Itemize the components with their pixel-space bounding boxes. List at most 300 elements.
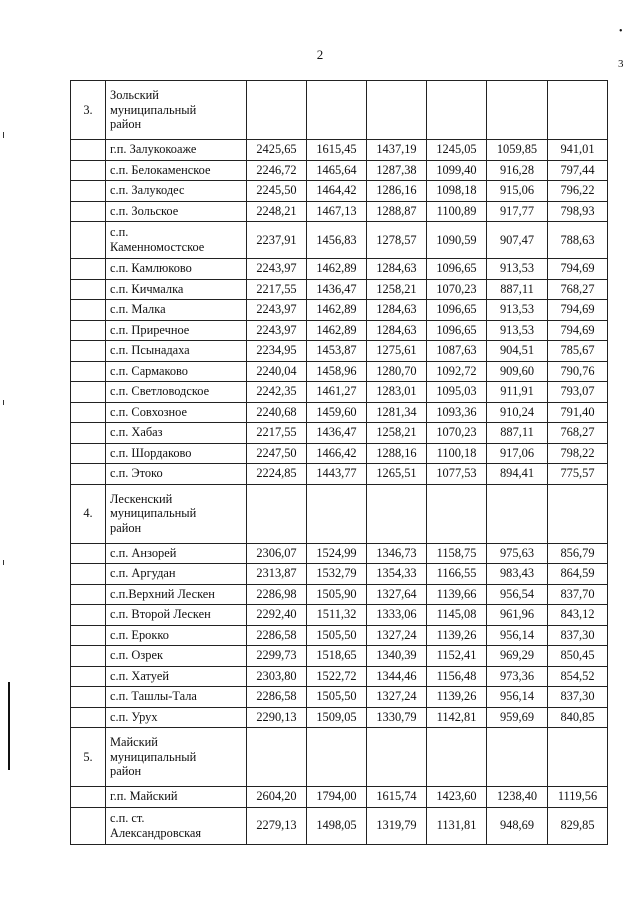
row-number-cell (71, 341, 106, 362)
value-cell: 1505,50 (307, 687, 367, 708)
value-cell: 798,22 (548, 443, 608, 464)
value-cell: 1093,36 (427, 402, 487, 423)
settlement-row (71, 787, 608, 808)
settlement-name (106, 160, 247, 181)
row-number-cell (71, 279, 106, 300)
value-cell: 959,69 (487, 707, 548, 728)
settlement-row (71, 707, 608, 728)
value-cell: 1090,59 (427, 222, 487, 259)
value-cell: 2286,58 (247, 687, 307, 708)
value-cell: 1139,26 (427, 687, 487, 708)
row-number-cell (71, 464, 106, 485)
settlement-row (71, 464, 608, 485)
value-cell: 2224,85 (247, 464, 307, 485)
settlement-name-text: с.п. Озрек (110, 648, 163, 663)
value-cell: 969,29 (487, 646, 548, 667)
value-cell: 1327,24 (367, 687, 427, 708)
value-cell: 1286,16 (367, 181, 427, 202)
settlement-name-text: с.п. Камлюково (110, 261, 192, 276)
value-cell: 913,53 (487, 300, 548, 321)
settlement-row (71, 402, 608, 423)
value-cell: 916,28 (487, 160, 548, 181)
margin-tick (3, 400, 4, 405)
value-cell: 1265,51 (367, 464, 427, 485)
value-cell: 1794,00 (307, 787, 367, 808)
value-cell: 2247,50 (247, 443, 307, 464)
value-cell: 2242,35 (247, 382, 307, 403)
value-cell: 1333,06 (367, 605, 427, 626)
row-number-cell (71, 787, 106, 808)
value-cell: 837,30 (548, 625, 608, 646)
settlement-name (106, 666, 247, 687)
settlement-row (71, 564, 608, 585)
settlement-name (106, 423, 247, 444)
value-cell: 791,40 (548, 402, 608, 423)
value-cell: 1330,79 (367, 707, 427, 728)
value-cell: 1283,01 (367, 382, 427, 403)
value-cell: 1509,05 (307, 707, 367, 728)
settlement-name (106, 140, 247, 161)
value-cell: 1288,16 (367, 443, 427, 464)
value-cell: 887,11 (487, 279, 548, 300)
settlement-row (71, 666, 608, 687)
empty-cell (367, 484, 427, 543)
value-cell: 854,52 (548, 666, 608, 687)
tariff-table (70, 80, 608, 845)
empty-cell (307, 484, 367, 543)
settlement-row (71, 543, 608, 564)
settlement-name (106, 787, 247, 808)
settlement-name (106, 443, 247, 464)
row-number-cell (71, 222, 106, 259)
value-cell: 2237,91 (247, 222, 307, 259)
value-cell: 917,77 (487, 201, 548, 222)
settlement-name-text: с.п. Залукодес (110, 183, 185, 198)
settlement-name (106, 646, 247, 667)
value-cell: 1245,05 (427, 140, 487, 161)
value-cell: 1284,63 (367, 259, 427, 280)
empty-cell (307, 81, 367, 140)
value-cell: 1436,47 (307, 423, 367, 444)
settlement-name (106, 382, 247, 403)
value-cell: 911,91 (487, 382, 548, 403)
settlement-name-text: с.п. Приречное (110, 322, 190, 337)
settlement-name (106, 402, 247, 423)
value-cell: 1511,32 (307, 605, 367, 626)
settlement-name-text: с.п. Хатуей (110, 668, 169, 683)
settlement-name-text: с.п. Сармаково (110, 363, 188, 378)
district-name-cell (106, 484, 247, 543)
value-cell: 1436,47 (307, 279, 367, 300)
value-cell: 1615,74 (367, 787, 427, 808)
value-cell: 1059,85 (487, 140, 548, 161)
settlement-name-text: с.п. Светловодское (110, 384, 210, 399)
district-name: Зольский муниципальный район (110, 88, 197, 132)
row-number-cell (71, 140, 106, 161)
value-cell: 2299,73 (247, 646, 307, 667)
value-cell: 1522,72 (307, 666, 367, 687)
settlement-name-text: с.п. Этоко (110, 466, 163, 481)
value-cell: 1461,27 (307, 382, 367, 403)
value-cell: 1437,19 (367, 140, 427, 161)
page-number: 2 (316, 47, 324, 62)
value-cell: 1498,05 (307, 807, 367, 844)
value-cell: 1152,41 (427, 646, 487, 667)
value-cell: 1340,39 (367, 646, 427, 667)
value-cell: 1166,55 (427, 564, 487, 585)
value-cell: 887,11 (487, 423, 548, 444)
value-cell: 948,69 (487, 807, 548, 844)
row-number-cell (71, 543, 106, 564)
value-cell: 983,43 (487, 564, 548, 585)
value-cell: 768,27 (548, 279, 608, 300)
settlement-name (106, 464, 247, 485)
value-cell: 1505,90 (307, 584, 367, 605)
row-number-cell (71, 181, 106, 202)
settlement-name-text: с.п. Урух (110, 709, 158, 724)
row-number-cell (71, 564, 106, 585)
settlement-name-text: с.п. Малка (110, 302, 166, 317)
value-cell: 1258,21 (367, 279, 427, 300)
value-cell: 796,22 (548, 181, 608, 202)
value-cell: 1139,26 (427, 625, 487, 646)
district-row (71, 484, 608, 543)
value-cell: 790,76 (548, 361, 608, 382)
value-cell: 1142,81 (427, 707, 487, 728)
settlement-name-text: с.п. Белокаменское (110, 162, 211, 177)
row-number-cell (71, 300, 106, 321)
empty-cell (247, 81, 307, 140)
value-cell: 2240,68 (247, 402, 307, 423)
value-cell: 1139,66 (427, 584, 487, 605)
value-cell: 1344,46 (367, 666, 427, 687)
value-cell: 1275,61 (367, 341, 427, 362)
settlement-name (106, 543, 247, 564)
settlement-name (106, 605, 247, 626)
row-number-cell (71, 201, 106, 222)
value-cell: 2286,98 (247, 584, 307, 605)
value-cell: 797,44 (548, 160, 608, 181)
row-number-cell (71, 423, 106, 444)
value-cell: 1099,40 (427, 160, 487, 181)
value-cell: 788,63 (548, 222, 608, 259)
value-cell: 2248,21 (247, 201, 307, 222)
value-cell: 907,47 (487, 222, 548, 259)
value-cell: 794,69 (548, 300, 608, 321)
row-number-cell (71, 402, 106, 423)
value-cell: 1100,89 (427, 201, 487, 222)
row-number-cell (71, 666, 106, 687)
value-cell: 2243,97 (247, 259, 307, 280)
value-cell: 785,67 (548, 341, 608, 362)
value-cell: 2306,07 (247, 543, 307, 564)
value-cell: 913,53 (487, 320, 548, 341)
settlement-name (106, 341, 247, 362)
value-cell: 973,36 (487, 666, 548, 687)
value-cell: 794,69 (548, 259, 608, 280)
value-cell: 2234,95 (247, 341, 307, 362)
value-cell: 1465,64 (307, 160, 367, 181)
value-cell: 850,45 (548, 646, 608, 667)
value-cell: 1288,87 (367, 201, 427, 222)
empty-cell (548, 81, 608, 140)
value-cell: 1462,89 (307, 320, 367, 341)
value-cell: 840,85 (548, 707, 608, 728)
value-cell: 1467,13 (307, 201, 367, 222)
value-cell: 2303,80 (247, 666, 307, 687)
value-cell: 843,12 (548, 605, 608, 626)
empty-cell (487, 81, 548, 140)
settlement-name (106, 279, 247, 300)
empty-cell (548, 484, 608, 543)
value-cell: 961,96 (487, 605, 548, 626)
value-cell: 1077,53 (427, 464, 487, 485)
value-cell: 1453,87 (307, 341, 367, 362)
value-cell: 915,06 (487, 181, 548, 202)
empty-cell (307, 728, 367, 787)
empty-cell (367, 728, 427, 787)
empty-cell (427, 728, 487, 787)
value-cell: 1443,77 (307, 464, 367, 485)
value-cell: 909,60 (487, 361, 548, 382)
row-number-cell (71, 687, 106, 708)
value-cell: 793,07 (548, 382, 608, 403)
row-number-cell (71, 584, 106, 605)
settlement-name-text: с.п. Кичмалка (110, 281, 184, 296)
value-cell: 1092,72 (427, 361, 487, 382)
value-cell: 829,85 (548, 807, 608, 844)
row-number-cell (71, 320, 106, 341)
value-cell: 1462,89 (307, 300, 367, 321)
row-number-cell (71, 707, 106, 728)
value-cell: 975,63 (487, 543, 548, 564)
row-number-cell (71, 605, 106, 626)
empty-cell (247, 728, 307, 787)
value-cell: 1280,70 (367, 361, 427, 382)
value-cell: 864,59 (548, 564, 608, 585)
settlement-row (71, 807, 608, 844)
settlement-row (71, 423, 608, 444)
value-cell: 1100,18 (427, 443, 487, 464)
settlement-name (106, 625, 247, 646)
value-cell: 910,24 (487, 402, 548, 423)
value-cell: 1462,89 (307, 259, 367, 280)
row-number-cell (71, 160, 106, 181)
settlement-row (71, 646, 608, 667)
value-cell: 1131,81 (427, 807, 487, 844)
corner-mark-dot: • (619, 26, 623, 37)
settlement-name-text: с.п. Совхозное (110, 404, 188, 419)
value-cell: 1505,50 (307, 625, 367, 646)
value-cell: 917,06 (487, 443, 548, 464)
value-cell: 2286,58 (247, 625, 307, 646)
value-cell: 1354,33 (367, 564, 427, 585)
value-cell: 1096,65 (427, 320, 487, 341)
value-cell: 941,01 (548, 140, 608, 161)
value-cell: 1284,63 (367, 300, 427, 321)
value-cell: 1096,65 (427, 259, 487, 280)
settlement-name-text: с.п. Второй Лескен (110, 607, 211, 622)
value-cell: 837,70 (548, 584, 608, 605)
value-cell: 1532,79 (307, 564, 367, 585)
settlement-row (71, 320, 608, 341)
value-cell: 1287,38 (367, 160, 427, 181)
value-cell: 2217,55 (247, 423, 307, 444)
row-number-cell (71, 259, 106, 280)
district-name-cell (106, 81, 247, 140)
value-cell: 1096,65 (427, 300, 487, 321)
empty-cell (247, 484, 307, 543)
settlement-row (71, 222, 608, 259)
value-cell: 2292,40 (247, 605, 307, 626)
value-cell: 2425,65 (247, 140, 307, 161)
value-cell: 2217,55 (247, 279, 307, 300)
settlement-name-text: с.п. Аргудан (110, 566, 176, 581)
empty-cell (548, 728, 608, 787)
settlement-name-text: г.п. Майский (110, 789, 178, 804)
settlement-name-text: с.п. Псынадаха (110, 343, 190, 358)
district-row (71, 81, 608, 140)
value-cell: 1327,64 (367, 584, 427, 605)
settlement-name (106, 320, 247, 341)
settlement-name (106, 707, 247, 728)
value-cell: 1319,79 (367, 807, 427, 844)
settlement-name (106, 201, 247, 222)
district-number: 3. (71, 81, 106, 140)
district-number: 4. (71, 484, 106, 543)
settlement-row (71, 300, 608, 321)
value-cell: 2240,04 (247, 361, 307, 382)
district-name: Майский муниципальный район (110, 735, 197, 779)
settlement-row (71, 160, 608, 181)
value-cell: 2246,72 (247, 160, 307, 181)
value-cell: 768,27 (548, 423, 608, 444)
settlement-name (106, 259, 247, 280)
value-cell: 1119,56 (548, 787, 608, 808)
value-cell: 1258,21 (367, 423, 427, 444)
settlement-row (71, 140, 608, 161)
value-cell: 1518,65 (307, 646, 367, 667)
value-cell: 956,54 (487, 584, 548, 605)
settlement-name (106, 564, 247, 585)
row-number-cell (71, 646, 106, 667)
settlement-name-text: с.п. Шордаково (110, 445, 192, 460)
value-cell: 1087,63 (427, 341, 487, 362)
empty-cell (427, 81, 487, 140)
settlement-row (71, 361, 608, 382)
empty-cell (487, 728, 548, 787)
value-cell: 1459,60 (307, 402, 367, 423)
settlement-name (106, 687, 247, 708)
margin-tick (3, 132, 4, 138)
value-cell: 1158,75 (427, 543, 487, 564)
value-cell: 1070,23 (427, 279, 487, 300)
value-cell: 1145,08 (427, 605, 487, 626)
value-cell: 2243,97 (247, 300, 307, 321)
tariff-table-body (71, 81, 608, 845)
value-cell: 2245,50 (247, 181, 307, 202)
value-cell: 1327,24 (367, 625, 427, 646)
empty-cell (367, 81, 427, 140)
settlement-row (71, 201, 608, 222)
settlement-row (71, 625, 608, 646)
settlement-name (106, 181, 247, 202)
value-cell: 1281,34 (367, 402, 427, 423)
value-cell: 775,57 (548, 464, 608, 485)
row-number-cell (71, 625, 106, 646)
row-number-cell (71, 382, 106, 403)
settlement-name-text: с.п.Верхний Лескен (110, 586, 215, 601)
row-number-cell (71, 807, 106, 844)
district-name-cell (106, 728, 247, 787)
district-name: Лескенский муниципальный район (110, 491, 197, 535)
settlement-name (106, 222, 247, 259)
district-row (71, 728, 608, 787)
settlement-row (71, 687, 608, 708)
value-cell: 1524,99 (307, 543, 367, 564)
value-cell: 798,93 (548, 201, 608, 222)
value-cell: 894,41 (487, 464, 548, 485)
settlement-name (106, 584, 247, 605)
empty-cell (487, 484, 548, 543)
settlement-row (71, 443, 608, 464)
value-cell: 913,53 (487, 259, 548, 280)
value-cell: 1346,73 (367, 543, 427, 564)
value-cell: 1070,23 (427, 423, 487, 444)
settlement-name-text: с.п. Ерокко (110, 627, 169, 642)
settlement-row (71, 341, 608, 362)
value-cell: 794,69 (548, 320, 608, 341)
settlement-row (71, 279, 608, 300)
value-cell: 1284,63 (367, 320, 427, 341)
value-cell: 956,14 (487, 625, 548, 646)
value-cell: 1615,45 (307, 140, 367, 161)
settlement-row (71, 181, 608, 202)
settlement-name-text: с.п. Зольское (110, 203, 179, 218)
settlement-row (71, 605, 608, 626)
binding-mark (8, 682, 10, 770)
settlement-name (106, 300, 247, 321)
settlement-name (106, 807, 247, 844)
value-cell: 856,79 (548, 543, 608, 564)
value-cell: 837,30 (548, 687, 608, 708)
row-number-cell (71, 443, 106, 464)
value-cell: 1464,42 (307, 181, 367, 202)
empty-cell (427, 484, 487, 543)
settlement-name-text: с.п. Анзорей (110, 545, 177, 560)
settlement-row (71, 382, 608, 403)
value-cell: 1466,42 (307, 443, 367, 464)
value-cell: 904,51 (487, 341, 548, 362)
settlement-name-text: с.п. Ташлы-Тала (110, 689, 197, 704)
value-cell: 2313,87 (247, 564, 307, 585)
value-cell: 1458,96 (307, 361, 367, 382)
row-number-cell (71, 361, 106, 382)
value-cell: 2279,13 (247, 807, 307, 844)
settlement-name-text: с.п. Хабаз (110, 425, 163, 440)
value-cell: 2604,20 (247, 787, 307, 808)
value-cell: 1098,18 (427, 181, 487, 202)
settlement-name-text: с.п. ст. Александровская (110, 810, 202, 840)
value-cell: 956,14 (487, 687, 548, 708)
value-cell: 1278,57 (367, 222, 427, 259)
corner-mark: 3 (618, 58, 624, 70)
settlement-row (71, 259, 608, 280)
district-number: 5. (71, 728, 106, 787)
settlement-row (71, 584, 608, 605)
value-cell: 1238,40 (487, 787, 548, 808)
settlement-name-text: г.п. Залукокоаже (110, 142, 197, 157)
